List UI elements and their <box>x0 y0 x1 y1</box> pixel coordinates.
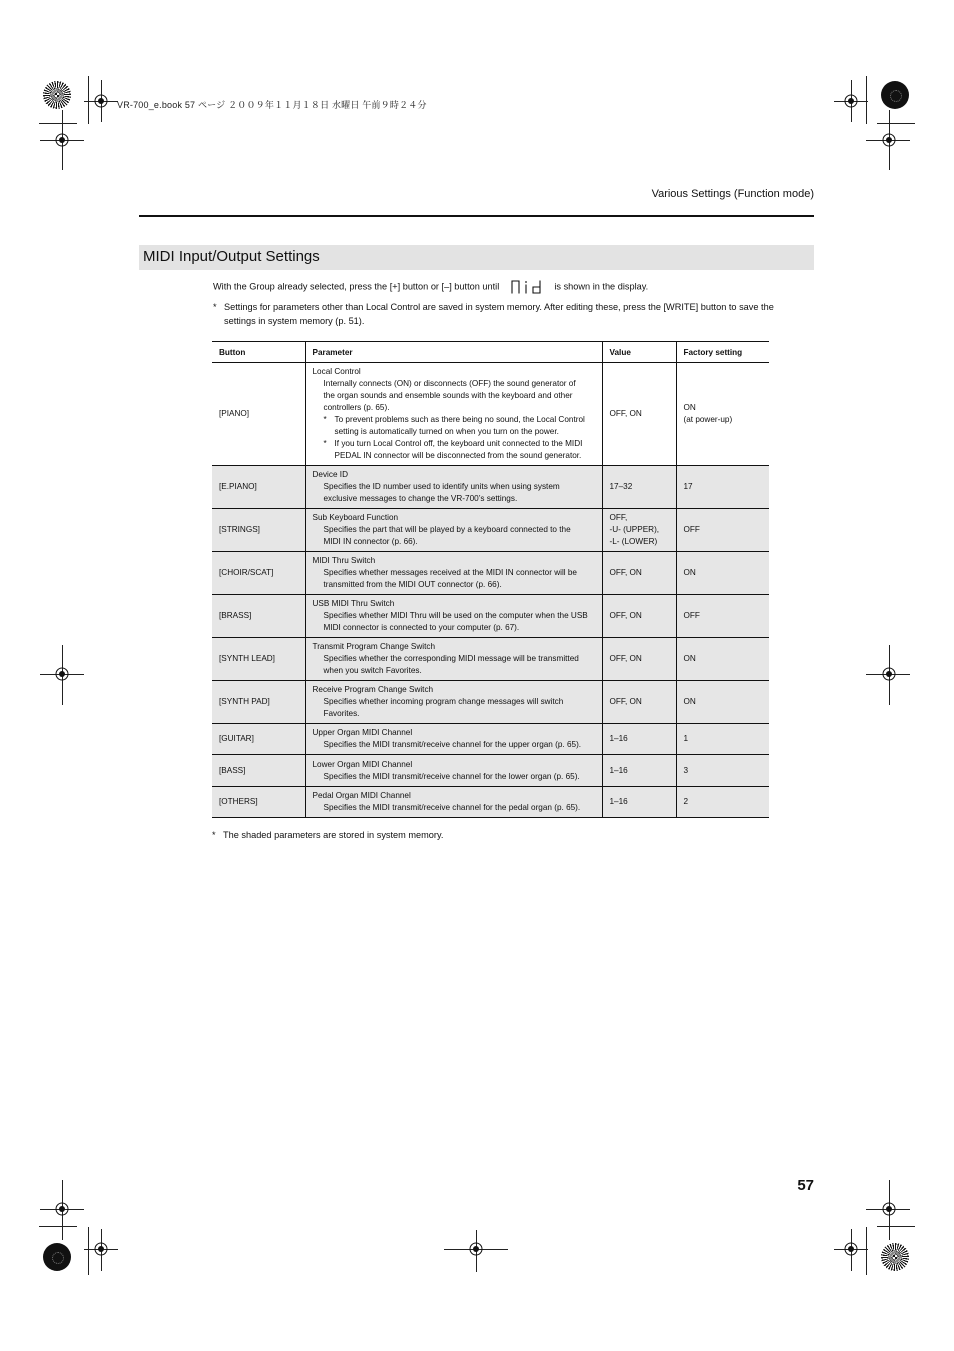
parameter-cell <box>305 466 602 509</box>
parameter-note: setting is automatically turned on when you turn on the power. <box>334 427 559 436</box>
parameter-note: PEDAL IN connector will be disconnected from the sound generator. <box>334 451 582 460</box>
value-text: OFF, ON <box>609 611 642 620</box>
factory-setting-text: OFF <box>683 525 700 534</box>
midi-settings-table <box>212 341 769 818</box>
parameter-name: USB MIDI Thru Switch <box>312 599 395 608</box>
button-cell <box>212 595 305 638</box>
print-job-info: VR-700_e.book 57 ページ ２００９年１１月１８日 水曜日 午前９時２４分 <box>117 100 427 110</box>
registration-dot-icon <box>881 81 909 109</box>
parameter-description: Specifies the MIDI transmit/receive channel for the upper organ (p. 65). <box>323 740 582 749</box>
button-cell <box>212 509 305 552</box>
header-rule <box>139 215 814 217</box>
note-line-2: settings in system memory (p. 51). <box>224 316 365 326</box>
value-cell <box>602 466 676 509</box>
parameter-cell <box>305 595 602 638</box>
footnote-text: The shaded parameters are stored in system memory. <box>223 830 444 840</box>
parameter-note: * If you turn Local Control off, the keyboard unit connected to the MIDI <box>313 438 595 450</box>
factory-setting-text: ON <box>683 403 696 412</box>
factory-setting-text: ON <box>683 568 696 577</box>
parameter-description: controllers (p. 65). <box>323 403 390 412</box>
column-header-value: Value <box>602 342 676 363</box>
value-text: OFF, ON <box>609 568 642 577</box>
memory-note <box>213 300 774 328</box>
value-text: 1–16 <box>609 734 628 743</box>
parameter-description: Specifies whether messages received at the MIDI IN connector will be <box>323 568 577 577</box>
registration-mark-icon <box>467 1240 485 1258</box>
column-header-button: Button <box>212 342 305 363</box>
button-cell <box>212 787 305 818</box>
table-row <box>212 595 769 638</box>
factory-setting-text: ON <box>683 654 696 663</box>
value-text: OFF, ON <box>609 409 642 418</box>
table-row <box>212 755 769 787</box>
table-row <box>212 363 769 466</box>
column-header-parameter: Parameter <box>305 342 602 363</box>
parameter-description: Specifies the MIDI transmit/receive channel for the pedal organ (p. 65). <box>323 803 581 812</box>
parameter-description: Specifies the ID number used to identify units when using system <box>323 482 560 491</box>
registration-mark-icon <box>53 665 71 683</box>
value-text: -U- (UPPER), <box>609 525 660 534</box>
button-label: [BASS] <box>219 765 246 775</box>
factory-setting-cell <box>676 755 769 787</box>
button-label: [PIANO] <box>219 409 250 418</box>
value-text: OFF, <box>609 513 628 522</box>
factory-setting-cell <box>676 363 769 466</box>
parameter-description: Specifies the part that will be played by a keyboard connected to the <box>323 525 571 534</box>
table-row <box>212 681 769 724</box>
parameter-cell <box>305 755 602 787</box>
table-row <box>212 466 769 509</box>
note-line-1: Settings for parameters other than Local Control are saved in system memory. After editing these, press the [WRITE] button to save the <box>224 302 774 312</box>
factory-setting-cell <box>676 595 769 638</box>
parameter-name: Transmit Program Change Switch <box>312 642 436 651</box>
parameter-description: Internally connects (ON) or disconnects (OFF) the sound generator of <box>323 379 576 388</box>
section-title: MIDI Input/Output Settings <box>143 248 320 265</box>
registration-mark-icon <box>880 1200 898 1218</box>
parameter-note: * To prevent problems such as there being no sound, the Local Control <box>313 414 595 426</box>
button-label: [SYNTH PAD] <box>219 697 270 706</box>
factory-setting-cell <box>676 466 769 509</box>
parameter-name: Receive Program Change Switch <box>312 685 434 694</box>
value-cell <box>602 509 676 552</box>
page-number: 57 <box>797 1177 814 1194</box>
footnote-marker: * <box>212 830 216 840</box>
factory-setting-cell <box>676 552 769 595</box>
table-row <box>212 638 769 681</box>
registration-mark-icon <box>842 1240 860 1258</box>
value-cell <box>602 552 676 595</box>
parameter-description: Favorites. <box>323 709 360 718</box>
factory-setting-text: OFF <box>683 611 700 620</box>
table-header-row <box>212 342 769 363</box>
value-text: OFF, ON <box>609 654 642 663</box>
registration-sunburst-icon <box>43 81 71 109</box>
button-cell <box>212 724 305 755</box>
parameter-description: exclusive messages to change the VR-700’s settings. <box>323 494 518 503</box>
parameter-name: Sub Keyboard Function <box>312 513 399 522</box>
factory-setting-cell <box>676 681 769 724</box>
value-text: 17–32 <box>609 482 633 491</box>
parameter-name: Pedal Organ MIDI Channel <box>312 791 411 800</box>
parameter-cell <box>305 681 602 724</box>
table-body <box>212 363 769 818</box>
button-label: [OTHERS] <box>219 797 258 806</box>
value-cell <box>602 755 676 787</box>
button-cell <box>212 755 305 787</box>
parameter-description: MIDI connector is connected to your computer (p. 67). <box>323 623 520 632</box>
parameter-description: when you switch Favorites. <box>323 666 422 675</box>
value-cell <box>602 595 676 638</box>
registration-mark-icon <box>92 1240 110 1258</box>
value-text: -L- (LOWER) <box>609 537 658 546</box>
factory-setting-text: ON <box>683 697 696 706</box>
value-text: 1–16 <box>609 797 628 806</box>
value-cell <box>602 787 676 818</box>
parameter-cell <box>305 363 602 466</box>
button-label: [STRINGS] <box>219 525 260 534</box>
intro-after: is shown in the display. <box>554 281 649 292</box>
parameter-description: Specifies the MIDI transmit/receive channel for the lower organ (p. 65). <box>323 771 580 781</box>
table-row <box>212 787 769 818</box>
value-cell <box>602 724 676 755</box>
table-row <box>212 552 769 595</box>
parameter-cell <box>305 787 602 818</box>
lcd-mid-icon <box>510 280 544 294</box>
factory-setting-text: 1 <box>683 734 689 743</box>
button-label: [E.PIANO] <box>219 482 257 491</box>
value-cell <box>602 638 676 681</box>
factory-setting-text: 3 <box>683 765 689 775</box>
button-cell <box>212 363 305 466</box>
parameter-name: Lower Organ MIDI Channel <box>312 759 413 769</box>
intro-before: With the Group already selected, press the [+] button or [–] button until <box>213 281 500 292</box>
factory-setting-cell <box>676 787 769 818</box>
factory-setting-text: (at power-up) <box>683 415 733 424</box>
button-label: [SYNTH LEAD] <box>219 654 275 663</box>
section-title-bar <box>139 245 814 270</box>
parameter-description: the organ sounds and ensemble sounds with the keyboard and other <box>323 391 573 400</box>
value-cell <box>602 681 676 724</box>
parameter-description: transmitted from the MIDI OUT connector (p. 66). <box>323 580 502 589</box>
parameter-cell <box>305 509 602 552</box>
table-row <box>212 724 769 755</box>
button-cell <box>212 466 305 509</box>
parameter-description: Specifies whether incoming program change messages will switch <box>323 697 564 706</box>
parameter-description: MIDI IN connector (p. 66). <box>323 537 418 546</box>
button-cell <box>212 552 305 595</box>
value-text: OFF, ON <box>609 697 642 706</box>
factory-setting-text: 17 <box>683 482 693 491</box>
column-header-factory-setting: Factory setting <box>676 342 769 363</box>
parameter-name: MIDI Thru Switch <box>312 556 376 565</box>
factory-setting-cell <box>676 509 769 552</box>
table-row <box>212 509 769 552</box>
registration-mark-icon <box>53 1200 71 1218</box>
button-cell <box>212 681 305 724</box>
parameter-name: Device ID <box>312 470 348 479</box>
note-marker: * <box>213 302 217 312</box>
intro-text <box>213 280 648 294</box>
button-cell <box>212 638 305 681</box>
factory-setting-cell <box>676 724 769 755</box>
value-text: 1–16 <box>609 765 628 775</box>
registration-mark-icon <box>92 92 110 110</box>
parameter-description: Specifies whether the corresponding MIDI message will be transmitted <box>323 654 579 663</box>
parameter-description: Specifies whether MIDI Thru will be used on the computer when the USB <box>323 611 588 620</box>
parameter-name: Upper Organ MIDI Channel <box>312 728 413 737</box>
button-label: [GUITAR] <box>219 734 254 743</box>
factory-setting-cell <box>676 638 769 681</box>
button-label: [BRASS] <box>219 611 252 620</box>
parameter-cell <box>305 638 602 681</box>
factory-setting-text: 2 <box>683 797 689 806</box>
parameter-cell <box>305 552 602 595</box>
parameter-cell <box>305 724 602 755</box>
registration-mark-icon <box>53 131 71 149</box>
registration-mark-icon <box>842 92 860 110</box>
button-label: [CHOIR/SCAT] <box>219 568 274 577</box>
footnote <box>212 830 444 840</box>
parameter-name: Local Control <box>312 367 361 376</box>
value-cell <box>602 363 676 466</box>
registration-mark-icon <box>880 665 898 683</box>
registration-sunburst-icon <box>881 1243 909 1271</box>
registration-dot-icon <box>43 1243 71 1271</box>
registration-mark-icon <box>880 131 898 149</box>
running-header: Various Settings (Function mode) <box>651 188 814 200</box>
